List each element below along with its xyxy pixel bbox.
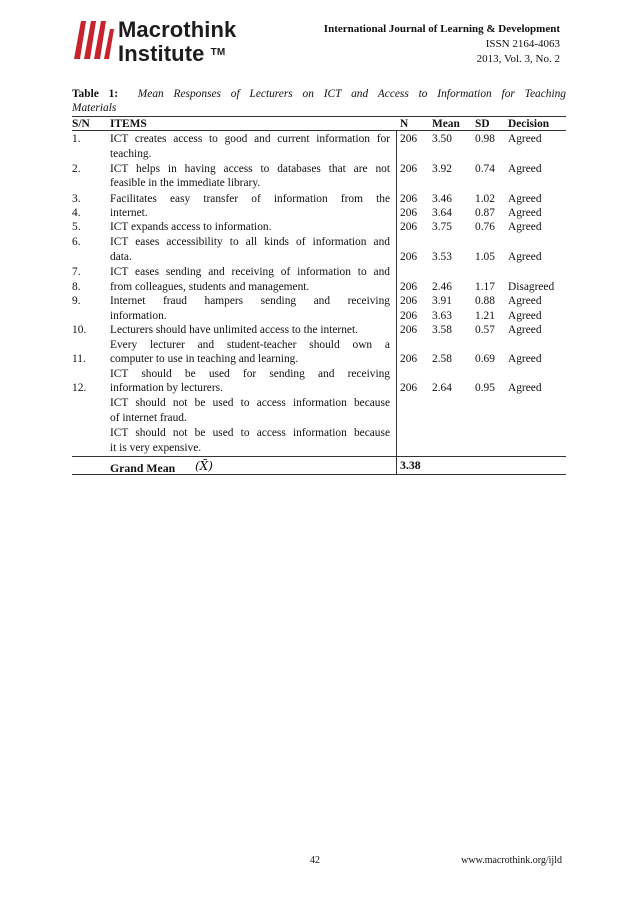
cell-mean: 3.50 <box>432 133 452 145</box>
cell-decision: Agreed <box>508 310 542 322</box>
cell-mean: 3.92 <box>432 163 452 175</box>
cell-decision: Disagreed <box>508 281 555 293</box>
column-header-decision: Decision <box>508 118 550 130</box>
item-text-line: Internet fraud hampers sending and receiving <box>110 295 390 307</box>
cell-decision: Agreed <box>508 221 542 233</box>
row-sn: 8. <box>72 281 81 293</box>
grand-mean-label: Grand Mean <box>110 461 176 475</box>
cell-n: 206 <box>400 133 418 145</box>
item-text-line: ICT should be used for sending and receiving <box>110 368 390 380</box>
caption-title-line-2: Materials <box>72 102 117 114</box>
item-text-line: ICT eases sending and receiving of information to and <box>110 266 390 278</box>
item-text-line: computer to use in teaching and learning. <box>110 353 299 365</box>
row-sn: 1. <box>72 133 81 145</box>
item-text-line: ICT should not be used to access information because <box>110 397 390 409</box>
cell-decision: Agreed <box>508 295 542 307</box>
item-text-line: teaching. <box>110 148 152 160</box>
cell-mean: 3.58 <box>432 324 452 336</box>
cell-decision: Agreed <box>508 382 542 394</box>
item-text-line: ICT helps in having access to databases that are not <box>110 163 390 175</box>
cell-mean: 2.64 <box>432 382 452 394</box>
row-sn: 6. <box>72 236 81 248</box>
logo-line-1: Macrothink <box>118 17 237 42</box>
cell-n: 206 <box>400 221 418 233</box>
cell-sd: 0.88 <box>475 295 495 307</box>
item-text-line: Lecturers should have unlimited access to the internet. <box>110 324 358 336</box>
cell-mean: 3.64 <box>432 207 452 219</box>
footer-url: www.macrothink.org/ijld <box>461 855 562 866</box>
cell-sd: 0.76 <box>475 221 495 233</box>
cell-sd: 0.74 <box>475 163 495 175</box>
row-sn: 4. <box>72 207 81 219</box>
logo-line-2 <box>118 41 225 67</box>
cell-n: 206 <box>400 353 418 365</box>
cell-decision: Agreed <box>508 193 542 205</box>
x-bar-symbol: (X̄) <box>195 459 213 473</box>
item-text-line: internet. <box>110 207 148 219</box>
row-sn: 11. <box>72 353 86 365</box>
item-text-line: feasible in the immediate library. <box>110 177 261 189</box>
cell-mean: 3.75 <box>432 221 452 233</box>
cell-n: 206 <box>400 163 418 175</box>
cell-n: 206 <box>400 281 418 293</box>
item-text-line: ICT should not be used to access information because <box>110 427 390 439</box>
table-caption: Table 1: Mean Responses of Lecturers on ICT and Access to Information for Teaching Materials <box>72 88 566 114</box>
item-text-line: it is very expensive. <box>110 442 202 454</box>
logo-institute: Institute <box>118 41 205 66</box>
row-sn: 5. <box>72 221 81 233</box>
cell-decision: Agreed <box>508 324 542 336</box>
cell-sd: 1.17 <box>475 281 495 293</box>
row-sn: 9. <box>72 295 81 307</box>
cell-sd: 1.05 <box>475 251 495 263</box>
item-text-line: Every lecturer and student-teacher should own a <box>110 339 390 351</box>
cell-n: 206 <box>400 251 418 263</box>
cell-sd: 0.87 <box>475 207 495 219</box>
cell-sd: 0.57 <box>475 324 495 336</box>
cell-sd: 0.69 <box>475 353 495 365</box>
item-text-line: Facilitates easy transfer of information from the <box>110 193 390 205</box>
cell-mean: 3.63 <box>432 310 452 322</box>
item-text-line: ICT expands access to information. <box>110 221 272 233</box>
cell-n: 206 <box>400 207 418 219</box>
caption-title-line-1: Mean Responses of Lecturers on ICT and Access to Information for Teaching <box>137 88 566 100</box>
table-grand-rule <box>72 456 566 457</box>
logo-trademark: TM <box>210 47 226 58</box>
cell-n: 206 <box>400 193 418 205</box>
item-text-line: information by lecturers. <box>110 382 223 394</box>
cell-sd: 0.95 <box>475 382 495 394</box>
journal-issn: ISSN 2164-4063 <box>485 38 560 50</box>
cell-mean: 3.53 <box>432 251 452 263</box>
column-header-sn: S/N <box>72 118 90 130</box>
cell-n: 206 <box>400 310 418 322</box>
grand-mean-symbol <box>195 457 215 473</box>
journal-volume: 2013, Vol. 3, No. 2 <box>476 53 560 65</box>
item-text-line: data. <box>110 251 132 263</box>
item-text-line: ICT creates access to good and current information for <box>110 133 390 145</box>
cell-n: 206 <box>400 382 418 394</box>
cell-sd: 0.98 <box>475 133 495 145</box>
cell-mean: 3.46 <box>432 193 452 205</box>
cell-n: 206 <box>400 324 418 336</box>
row-sn: 3. <box>72 193 81 205</box>
row-sn: 7. <box>72 266 81 278</box>
item-text-line: of internet fraud. <box>110 412 187 424</box>
cell-sd: 1.02 <box>475 193 495 205</box>
row-sn: 12. <box>72 382 87 394</box>
page-number: 42 <box>310 855 320 866</box>
cell-mean: 2.58 <box>432 353 452 365</box>
grand-mean-value: 3.38 <box>400 458 421 472</box>
cell-sd: 1.21 <box>475 310 495 322</box>
cell-decision: Agreed <box>508 353 542 365</box>
cell-decision: Agreed <box>508 163 542 175</box>
column-divider <box>396 130 397 474</box>
item-text-line: information. <box>110 310 167 322</box>
item-text-line: ICT eases accessibility to all kinds of information and <box>110 236 390 248</box>
row-sn: 2. <box>72 163 81 175</box>
publisher-logo <box>72 11 272 67</box>
cell-decision: Agreed <box>508 251 542 263</box>
journal-title: International Journal of Learning & Development <box>323 23 560 35</box>
cell-n: 206 <box>400 295 418 307</box>
logo-mark-icon <box>72 17 116 61</box>
column-header-mean: Mean <box>432 118 460 130</box>
row-sn: 10. <box>72 324 87 336</box>
column-header-items: ITEMS <box>110 118 147 130</box>
cell-decision: Agreed <box>508 133 542 145</box>
cell-mean: 2.46 <box>432 281 452 293</box>
column-header-sd: SD <box>475 118 490 130</box>
cell-decision: Agreed <box>508 207 542 219</box>
cell-mean: 3.91 <box>432 295 452 307</box>
caption-label: Table 1 <box>72 88 115 100</box>
column-header-n: N <box>400 118 409 130</box>
item-text-line: from colleagues, students and management. <box>110 281 310 293</box>
